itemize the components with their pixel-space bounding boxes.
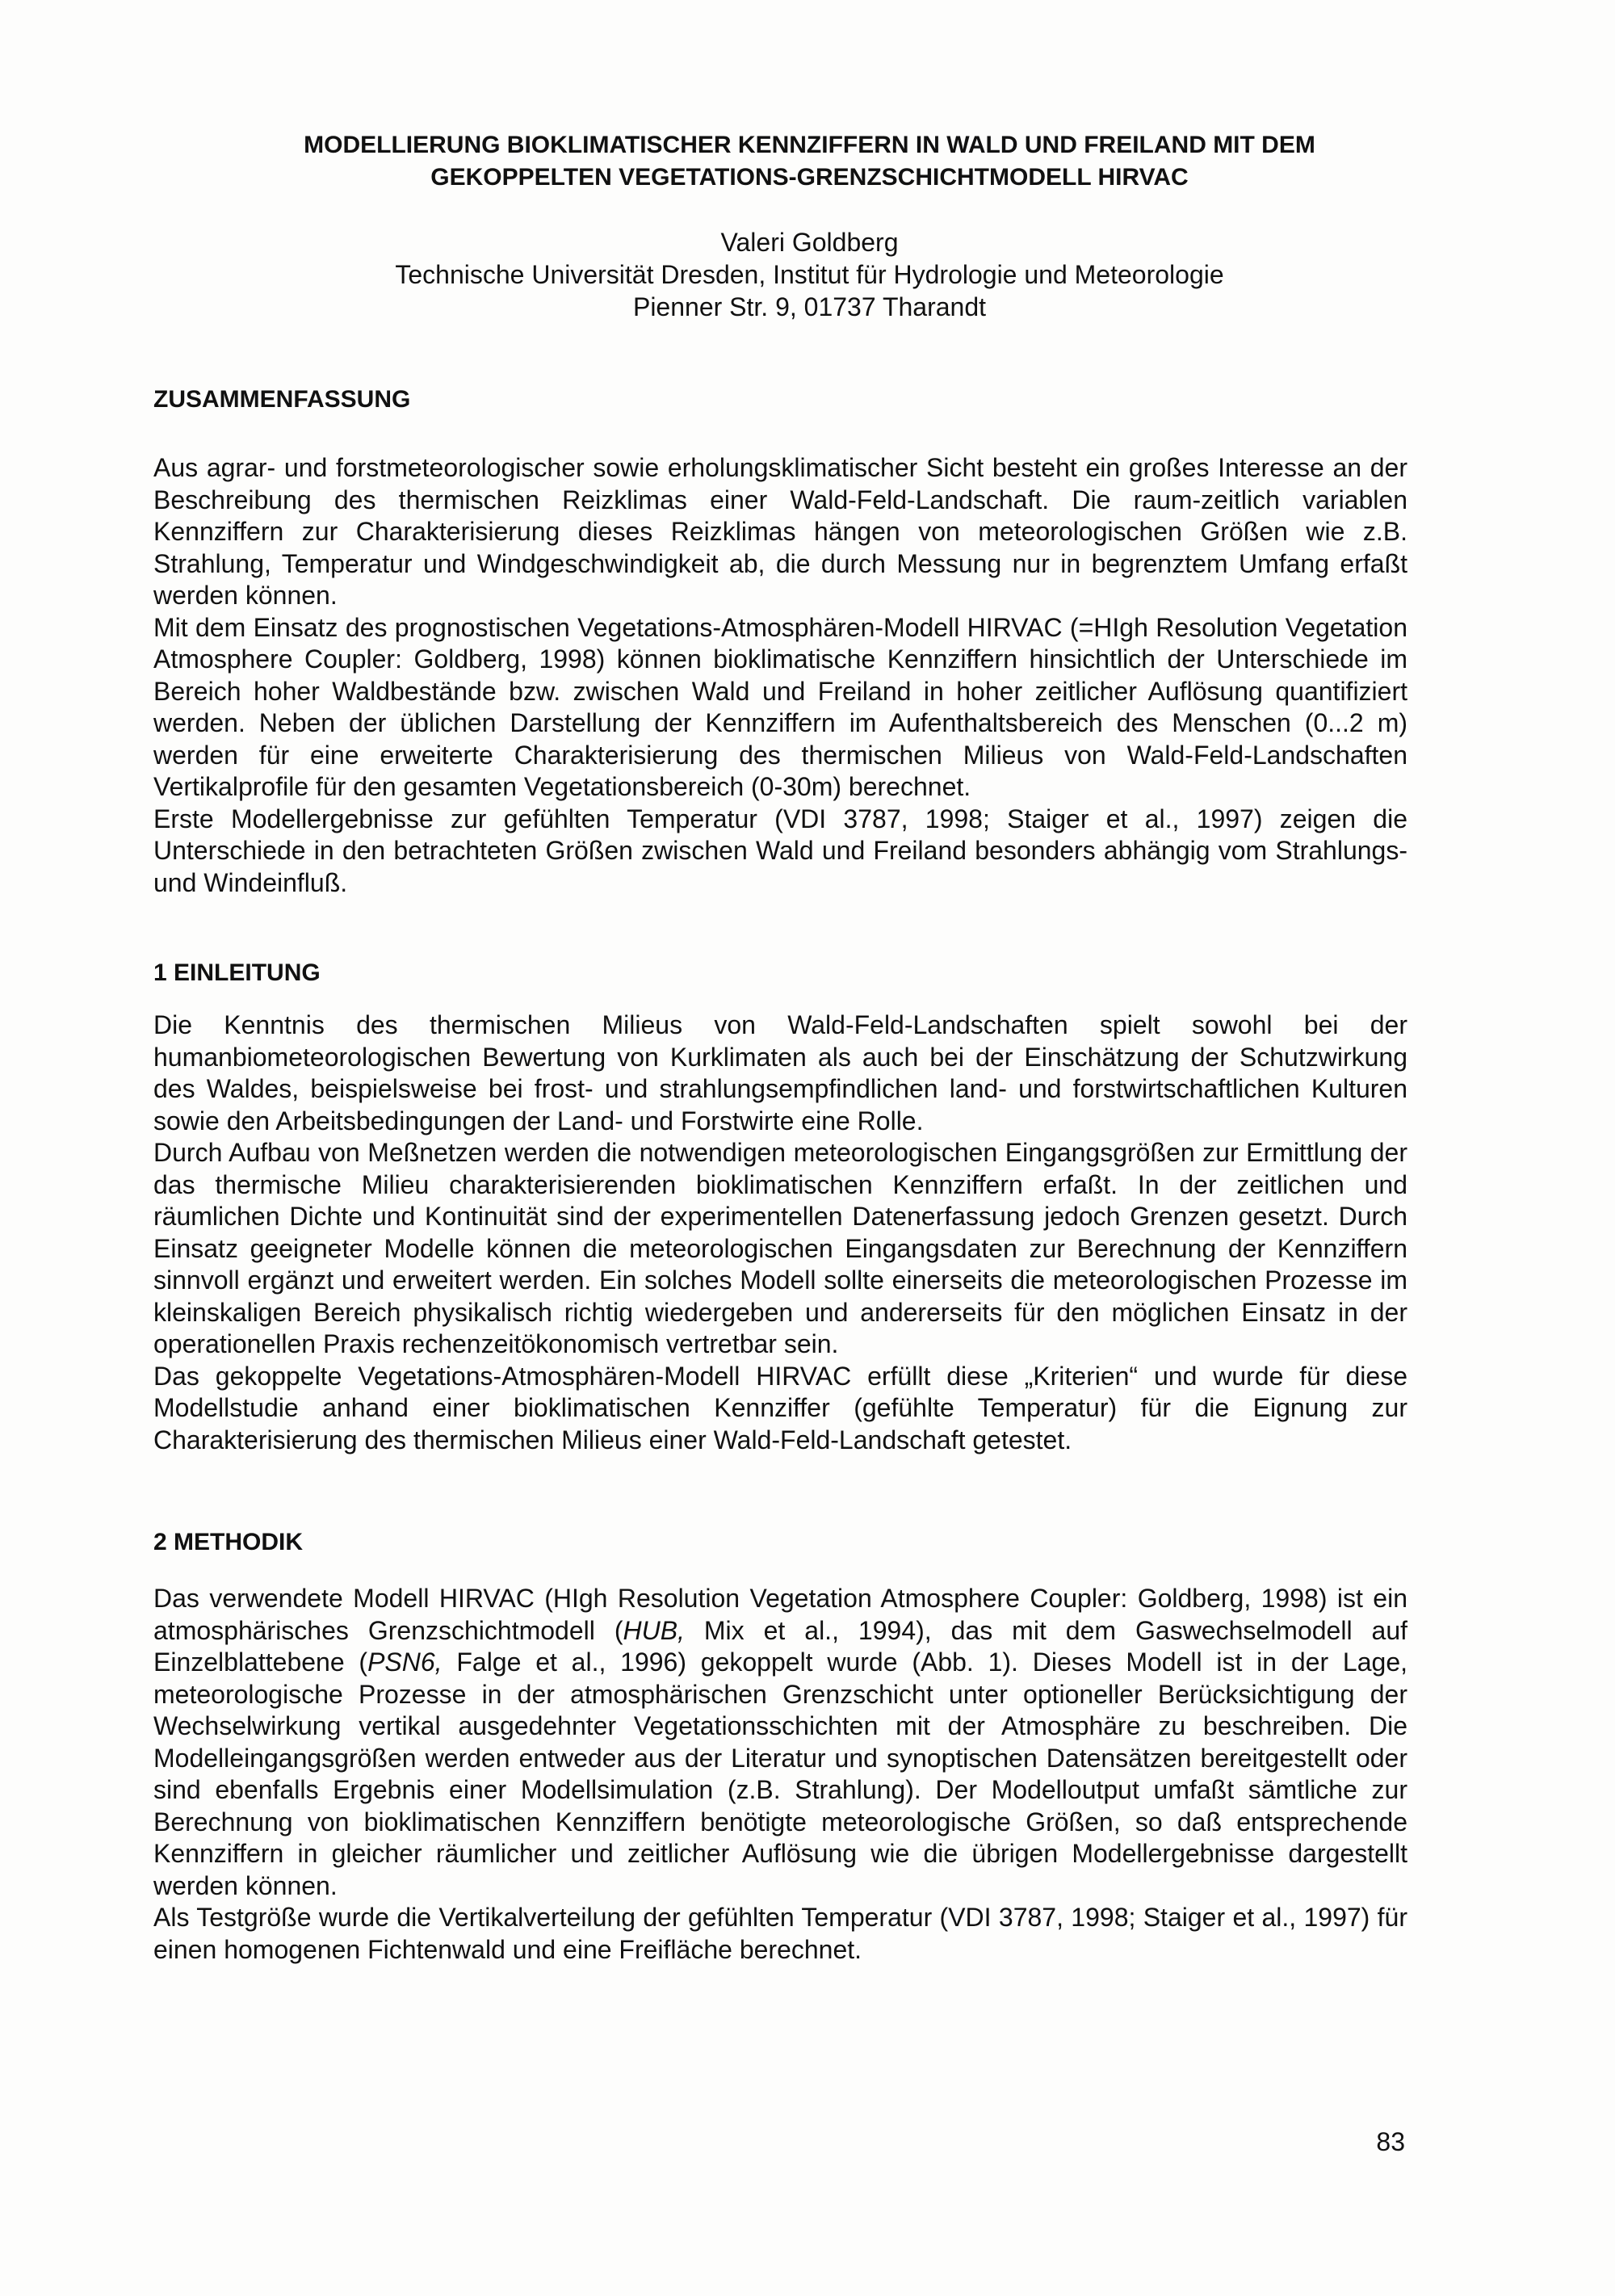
title-line-2: GEKOPPELTEN VEGETATIONS-GRENZSCHICHTMODELL HIRVAC bbox=[430, 164, 1189, 191]
section-2-paragraph bbox=[153, 1583, 1407, 1902]
page-number: 83 bbox=[1376, 2127, 1405, 2156]
section-2-paragraph: Als Testgröße wurde die Vertikalverteilung der gefühlten Temperatur (VDI 3787, 1998; Staiger et al., 1997) für einen homogenen Fichtenwald und eine Freifläche berechnet. bbox=[153, 1903, 1407, 1964]
author-name: Valeri Goldberg bbox=[720, 228, 899, 257]
text-run: Das verwendete Modell HIRVAC (HIgh Resolution Vegetation Atmosphere Coupler: Goldberg, 1998) ist ein atmosphärisches Grenzschichtmodell ( bbox=[153, 1584, 1407, 1645]
section-1-heading: 1 EINLEITUNG bbox=[153, 959, 321, 986]
title-line-1: MODELLIERUNG BIOKLIMATISCHER KENNZIFFERN IN WALD UND FREILAND MIT DEM bbox=[304, 132, 1315, 158]
text-run: Falge et al., 1996) gekoppelt wurde (Abb. 1). Dieses Modell ist in der Lage, meteorologische Prozesse in der atmosphärischen Grenzschicht unter optioneller Berücksichtigung der Wechselwirkung vertikal ausgedehnter Vegetationsschichten mit der Atmosphäre zu beschreiben. Die Modelleingangsgrößen werden entweder aus der Literatur und synoptischen Datensätzen bereitgestellt oder sind ebenfalls Ergebnis einer Modellsimulation (z.B. Strahlung). Der Modelloutput umfaßt sämtliche zur Berechnung von bioklimatischen Kennziffern benötigte meteorologische Größen, so daß entsprechende Kennziffern in gleicher räumlicher und zeitlicher Auflösung wie die übrigen Modellergebnisse dargestellt werden können. bbox=[153, 1647, 1408, 1900]
text-run: Mix et al., 1994), das mit dem Gaswechselmodell auf Einzelblattebene ( bbox=[153, 1615, 1408, 1677]
section-1-paragraph: Die Kenntnis des thermischen Milieus von Wald-Feld-Landschaften spielt sowohl bei der humanbiometeorologischen Bewertung von Kurklimaten als auch bei der Einschätzung der Schutzwirkung des Waldes, beispielsweise bei frost- und strahlungsempfindlichen land- und forstwirtschaftlichen Kulturen sowie den Arbeitsbedingungen der Land- und Forstwirte eine Rolle. bbox=[153, 1010, 1407, 1135]
author-affiliation: Technische Universität Dresden, Institut für Hydrologie und Meteorologie bbox=[395, 260, 1224, 289]
author-address: Pienner Str. 9, 01737 Tharandt bbox=[632, 292, 987, 321]
section-2-body bbox=[153, 1583, 1407, 1966]
section-1-paragraph: Das gekoppelte Vegetations-Atmosphären-Modell HIRVAC erfüllt diese „Kriterien“ und wurde für diese Modellstudie anhand einer bioklimatischen Kennziffer (gefühlte Temperatur) für die Eignung zur Charakterisierung des thermischen Milieus einer Wald-Feld-Landschaft getestet. bbox=[153, 1361, 1407, 1454]
paper-title bbox=[153, 129, 1466, 194]
author-block bbox=[153, 226, 1466, 323]
abstract-paragraph: Erste Modellergebnisse zur gefühlten Temperatur (VDI 3787, 1998; Staiger et al., 1997) zeigen die Unterschiede in den betrachteten Größen zwischen Wald und Freiland besonders abhängig vom Strahlungs- und Windeinfluß. bbox=[153, 804, 1407, 897]
section-1-paragraph: Durch Aufbau von Meßnetzen werden die notwendigen meteorologischen Eingangsgrößen zur Ermittlung der das thermische Milieu charakterisierenden bioklimatischen Kennziffern erfaßt. In der zeitlichen und räumlichen Dichte und Kontinuität sind der experimentellen Datenerfassung jedoch Grenzen gesetzt. Durch Einsatz geeigneter Modelle können die meteorologischen Eingangsdaten zur Berechnung der Kennziffern sinnvoll ergänzt und erweitert werden. Ein solches Modell sollte einerseits die meteorologischen Prozesse im kleinskaligen Bereich physikalisch richtig wiedergeben und andererseits für den möglichen Einsatz in der operationellen Praxis rechenzeitökonomisch vertretbar sein. bbox=[153, 1138, 1407, 1358]
abstract-body bbox=[153, 452, 1407, 899]
section-2-heading: 2 METHODIK bbox=[153, 1529, 304, 1555]
model-name-psn6: PSN6, bbox=[367, 1647, 443, 1677]
abstract-paragraph: Aus agrar- und forstmeteorologischer sowie erholungsklimatischer Sicht besteht ein großes Interesse an der Beschreibung des thermischen Reizklimas einer Wald-Feld-Landschaft. Die raum-zeitlich variablen Kennziffern zur Charakterisierung dieses Reizklimas hängen von meteorologischen Größen wie z.B. Strahlung, Temperatur und Windgeschwindigkeit ab, die durch Messung nur in begrenztem Umfang erfaßt werden können. bbox=[153, 453, 1407, 610]
section-1-body bbox=[153, 1009, 1407, 1456]
model-name-hub: HUB, bbox=[623, 1615, 685, 1645]
abstract-paragraph: Mit dem Einsatz des prognostischen Vegetations-Atmosphären-Modell HIRVAC (=HIgh Resolution Vegetation Atmosphere Coupler: Goldberg, 1998) können bioklimatische Kennziffern hinsichtlich der Unterschiede im Bereich hoher Waldbestände bzw. zwischen Wald und Freiland in hoher zeitlicher Auflösung quantifiziert werden. Neben der üblichen Darstellung der Kennziffern im Aufenthaltsbereich des Menschen (0...2 m) werden für eine erweiterte Charakterisierung des thermischen Milieus von Wald-Feld-Landschaften Vertikalprofile für den gesamten Vegetationsbereich (0-30m) berechnet. bbox=[153, 612, 1407, 801]
abstract-heading: ZUSAMMENFASSUNG bbox=[153, 386, 411, 413]
